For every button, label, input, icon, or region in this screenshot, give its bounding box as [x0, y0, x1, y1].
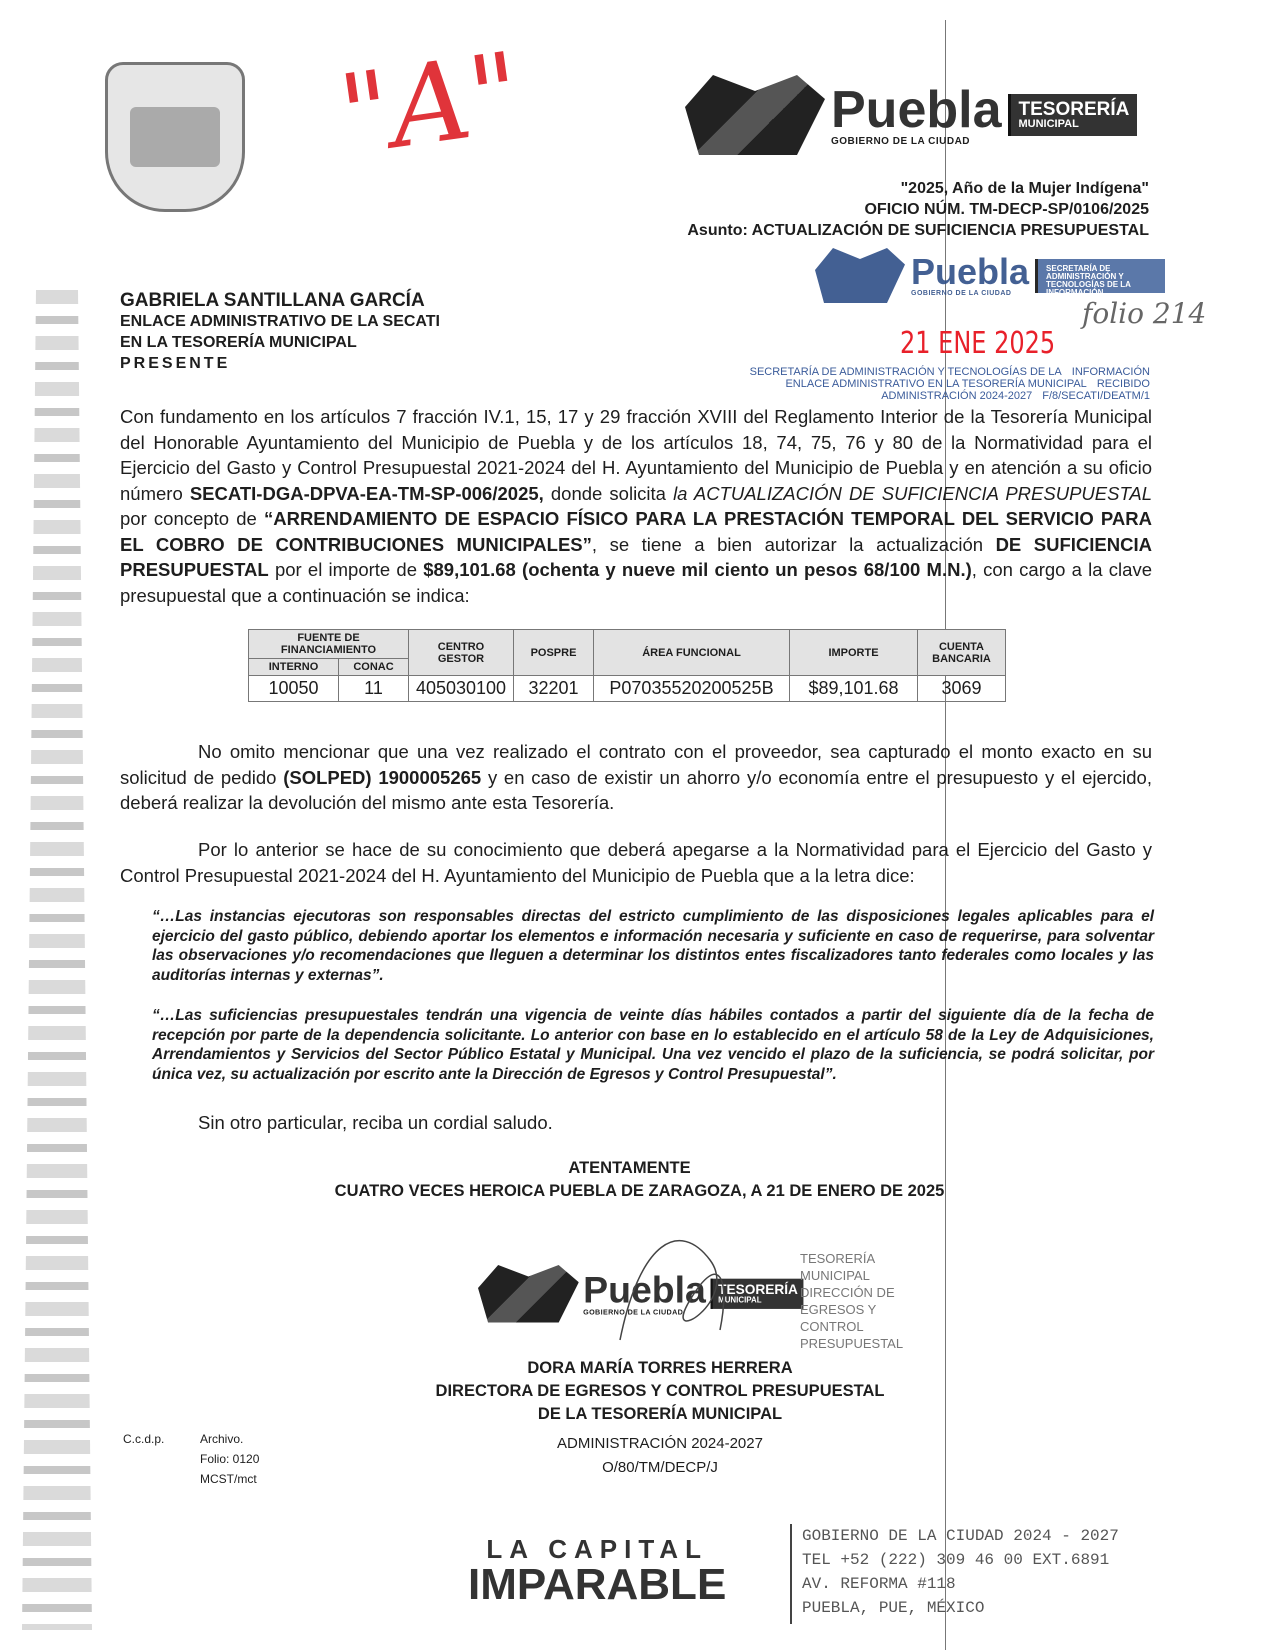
badge-sub: MUNICIPAL: [1018, 118, 1079, 130]
logo-sub: GOBIERNO DE LA CIUDAD: [831, 135, 971, 147]
city-seal-logo: [105, 62, 245, 212]
contact-line: PUEBLA, PUE, MÉXICO: [802, 1599, 985, 1617]
header-pospre: POSPRE: [514, 630, 594, 676]
slogan-line-1: LA CAPITAL: [486, 1534, 708, 1564]
text: , se tiene a bien autorizar la actualización: [591, 533, 996, 555]
presente: PRESENTE: [120, 355, 231, 372]
stamp-badge: SECRETARÍA DE ADMINISTRACIÓN Y TECNOLOGÍAS DE LA INFORMACIÓN: [1035, 259, 1165, 293]
stamp-logo-word: Puebla: [911, 251, 1030, 292]
logo-word: Puebla: [831, 80, 1002, 139]
addressee-name: GABRIELA SANTILLANA GARCÍA: [120, 290, 425, 311]
logo-word: Puebla: [583, 1268, 706, 1311]
paragraph-2: [120, 739, 1152, 816]
oficio-number: OFICIO NÚM. TM-DECP-SP/0106/2025: [864, 201, 1149, 218]
text: donde solicita: [543, 482, 674, 504]
addressee-role: EN LA TESORERÍA MUNICIPAL: [120, 334, 357, 351]
puebla-emblem-icon: [478, 1265, 579, 1323]
header-centro: CENTRO GESTOR: [409, 630, 514, 676]
handwritten-annotation: "A": [331, 28, 529, 180]
ccdp-block: [123, 1429, 260, 1486]
cell-cuenta: 3069: [918, 676, 1006, 702]
date-stamp: 21 ENE 2025: [900, 326, 1056, 361]
table-row: [249, 676, 1006, 702]
admin-block: [380, 1432, 940, 1480]
ccdp-label: C.c.d.p.: [123, 1432, 165, 1446]
solped: (SOLPED) 1900005265: [283, 766, 482, 788]
text: , con cargo a la clave presupuestal que a continuación se indica:: [120, 559, 1152, 606]
oficio-ref: SECATI-DGA-DPVA-EA-TM-SP-006/2025,: [189, 482, 544, 504]
contact-line: AV. REFORMA #118: [802, 1575, 956, 1593]
puebla-emblem-icon: [685, 75, 825, 155]
closing: Sin otro particular, reciba un cordial saludo.: [198, 1112, 553, 1133]
header-area: ÁREA FUNCIONAL: [594, 630, 790, 676]
paragraph-3: Por lo anterior se hace de su conocimiento que deberá apegarse a la Normatividad para el Ejercicio del Gasto y Control Presupuestal 2021-2024 del H. Ayuntamiento del Municipio de Puebla que a la letra dice:: [120, 839, 1152, 886]
text: por concepto de: [120, 508, 264, 529]
cell-interno: 10050: [249, 676, 339, 702]
addressee-role: ENLACE ADMINISTRATIVO DE LA SECATI: [120, 313, 440, 330]
received-stamp-logo: [815, 248, 1165, 303]
contact-line: TEL +52 (222) 309 46 00 EXT.6891: [802, 1551, 1110, 1569]
text-italic: la ACTUALIZACIÓN DE SUFICIENCIA PRESUPUESTAL: [673, 482, 1153, 504]
text: No omito mencionar que una vez realizado el contrato con el proveedor, sea capturado el monto exacto en su solicitud de pedido: [120, 741, 1152, 788]
puebla-tesoreria-logo: [685, 75, 1137, 155]
stamp-line: TESORERÍA MUNICIPAL: [800, 1251, 875, 1283]
header-cuenta: CUENTA BANCARIA: [918, 630, 1006, 676]
badge-main: TESORERÍA: [1018, 99, 1130, 120]
cell-conac: 11: [339, 676, 409, 702]
stamp-line: ADMINISTRACIÓN 2024-2027: [881, 390, 1033, 402]
signatory-title: DE LA TESORERÍA MUNICIPAL: [537, 1405, 783, 1423]
quote-1: “…Las instancias ejecutoras son responsables directas del estricto cumplimiento de las disposiciones legales aplicables para el ejercicio del gasto público, debiendo aportar los elementos e información necesaria y suficiente en caso de requerirse, para solventar las observaciones y/o recomendaciones que lleguen a determinar los distintos entes fiscalizadores tanto federales como locales y las auditorías internas y externas”.: [152, 908, 1154, 984]
slogan-line-2: IMPARABLE: [468, 1560, 727, 1609]
badge-sub: MUNICIPAL: [718, 1295, 762, 1305]
cell-area: P07035520200525B: [594, 676, 790, 702]
place-date: CUATRO VECES HEROICA PUEBLA DE ZARAGOZA, A 21 DE ENERO DE 2025: [334, 1182, 945, 1200]
stamp-line: RECIBIDO: [1096, 378, 1150, 390]
tesoreria-badge: [1008, 94, 1138, 136]
quote-2: “…Las suficiencias presupuestales tendrán una vigencia de veinte días hábiles contados a partir del siguiente día de la fecha de recepción por parte de la dependencia solicitante. Lo anterior con base en lo establecido en el artículo 58 de la Ley de Adquisiciones, Arrendamientos y Servicios del Sector Público Estatal y Municipal. Una vez vencido el plazo de la suficiencia, se podrá solicitar, por única vez, su actualización por escrito ante la Dirección de Egresos y Control Presupuestal”.: [152, 1007, 1154, 1083]
received-stamp-text: [510, 366, 1150, 402]
signatory-title: DIRECTORA DE EGRESOS Y CONTROL PRESUPUESTAL: [435, 1382, 885, 1400]
text: Con fundamento en los artículos 7 fracción IV.1, 15, 17 y 29 fracción XVIII del Reglamento Interior de la Tesorería Municipal del Honorable Ayuntamiento del Municipio de Puebla y de los artículos 18, 74, 75, 76 y 80 de la Normatividad para el Ejercicio del Gasto y Control Presupuestal 2021-2024 del H. Ayuntamiento del Municipio de Puebla y en atención a su oficio número: [120, 406, 1152, 504]
paragraph-1: [120, 404, 1152, 608]
signatory-name: DORA MARÍA TORRES HERRERA: [527, 1359, 793, 1377]
text-bold: DE SUFICIENCIA PRESUPUESTAL: [120, 533, 1152, 580]
atentamente: ATENTAMENTE: [568, 1159, 691, 1177]
header-conac: CONAC: [339, 659, 409, 676]
cell-centro: 405030100: [409, 676, 514, 702]
handwritten-signature: [600, 1220, 740, 1360]
stamp-logo-sub: GOBIERNO DE LA CIUDAD: [911, 290, 1012, 297]
cell-importe: $89,101.68: [790, 676, 918, 702]
stamp-line: INFORMACIÓN: [1071, 366, 1150, 378]
year-motto: "2025, Año de la Mujer Indígena": [900, 180, 1149, 197]
subject: Asunto: ACTUALIZACIÓN DE SUFICIENCIA PRESUPUESTAL: [687, 222, 1149, 239]
la-capital-imparable-logo: [468, 1534, 727, 1609]
stamp-line: F/8/SECATI/DEATM/1: [1042, 390, 1150, 402]
header-importe: IMPORTE: [790, 630, 918, 676]
puebla-emblem-icon: [815, 248, 905, 303]
text: y en caso de existir un ahorro y/o economía entre el presupuesto y el ejercido, deberá realizar la devolución del mismo ante esta Tesorería.: [120, 766, 1152, 813]
document-header: [687, 178, 1149, 241]
stamp-line: SECRETARÍA DE ADMINISTRACIÓN Y TECNOLOGÍAS DE LA: [749, 366, 1062, 378]
stamp-line: DIRECCIÓN DE EGRESOS Y: [800, 1285, 895, 1317]
header-interno: INTERNO: [249, 659, 339, 676]
signatory: [380, 1357, 940, 1426]
contact-line: GOBIERNO DE LA CIUDAD 2024 - 2027: [802, 1527, 1119, 1545]
decorative-border: [22, 290, 92, 1630]
ccdp-line: Archivo.: [200, 1432, 244, 1446]
header-fuente: FUENTE DE FINANCIAMIENTO: [249, 630, 409, 659]
logo-sub: GOBIERNO DE LA CIUDAD: [583, 1308, 684, 1317]
director-stamp: [800, 1250, 940, 1352]
stamp-line: ENLACE ADMINISTRATIVO EN LA TESORERÍA MUNICIPAL: [785, 378, 1087, 390]
ccdp-line: MCST/mct: [200, 1472, 257, 1486]
amount: $89,101.68 (ochenta y nueve mil ciento un pesos 68/100 M.N.): [423, 559, 972, 580]
addressee: [120, 290, 440, 374]
administration: ADMINISTRACIÓN 2024-2027: [557, 1435, 763, 1452]
concept: “ARRENDAMIENTO DE ESPACIO FÍSICO PARA LA PRESTACIÓN TEMPORAL DEL SERVICIO PARA EL COBRO DE CONTRIBUCIONES MUNICIPALES”: [120, 508, 1152, 555]
stamp-line: CONTROL PRESUPUESTAL: [800, 1319, 904, 1351]
reference-code: O/80/TM/DECP/J: [602, 1459, 718, 1476]
badge-main: TESORERÍA: [718, 1282, 798, 1298]
text: por el importe de: [268, 559, 424, 580]
handwritten-folio: folio 214: [1082, 297, 1207, 330]
budget-table: [248, 629, 1006, 702]
ccdp-line: Folio: 0120: [200, 1452, 260, 1466]
cell-pospre: 32201: [514, 676, 594, 702]
contact-info: [790, 1524, 1119, 1624]
